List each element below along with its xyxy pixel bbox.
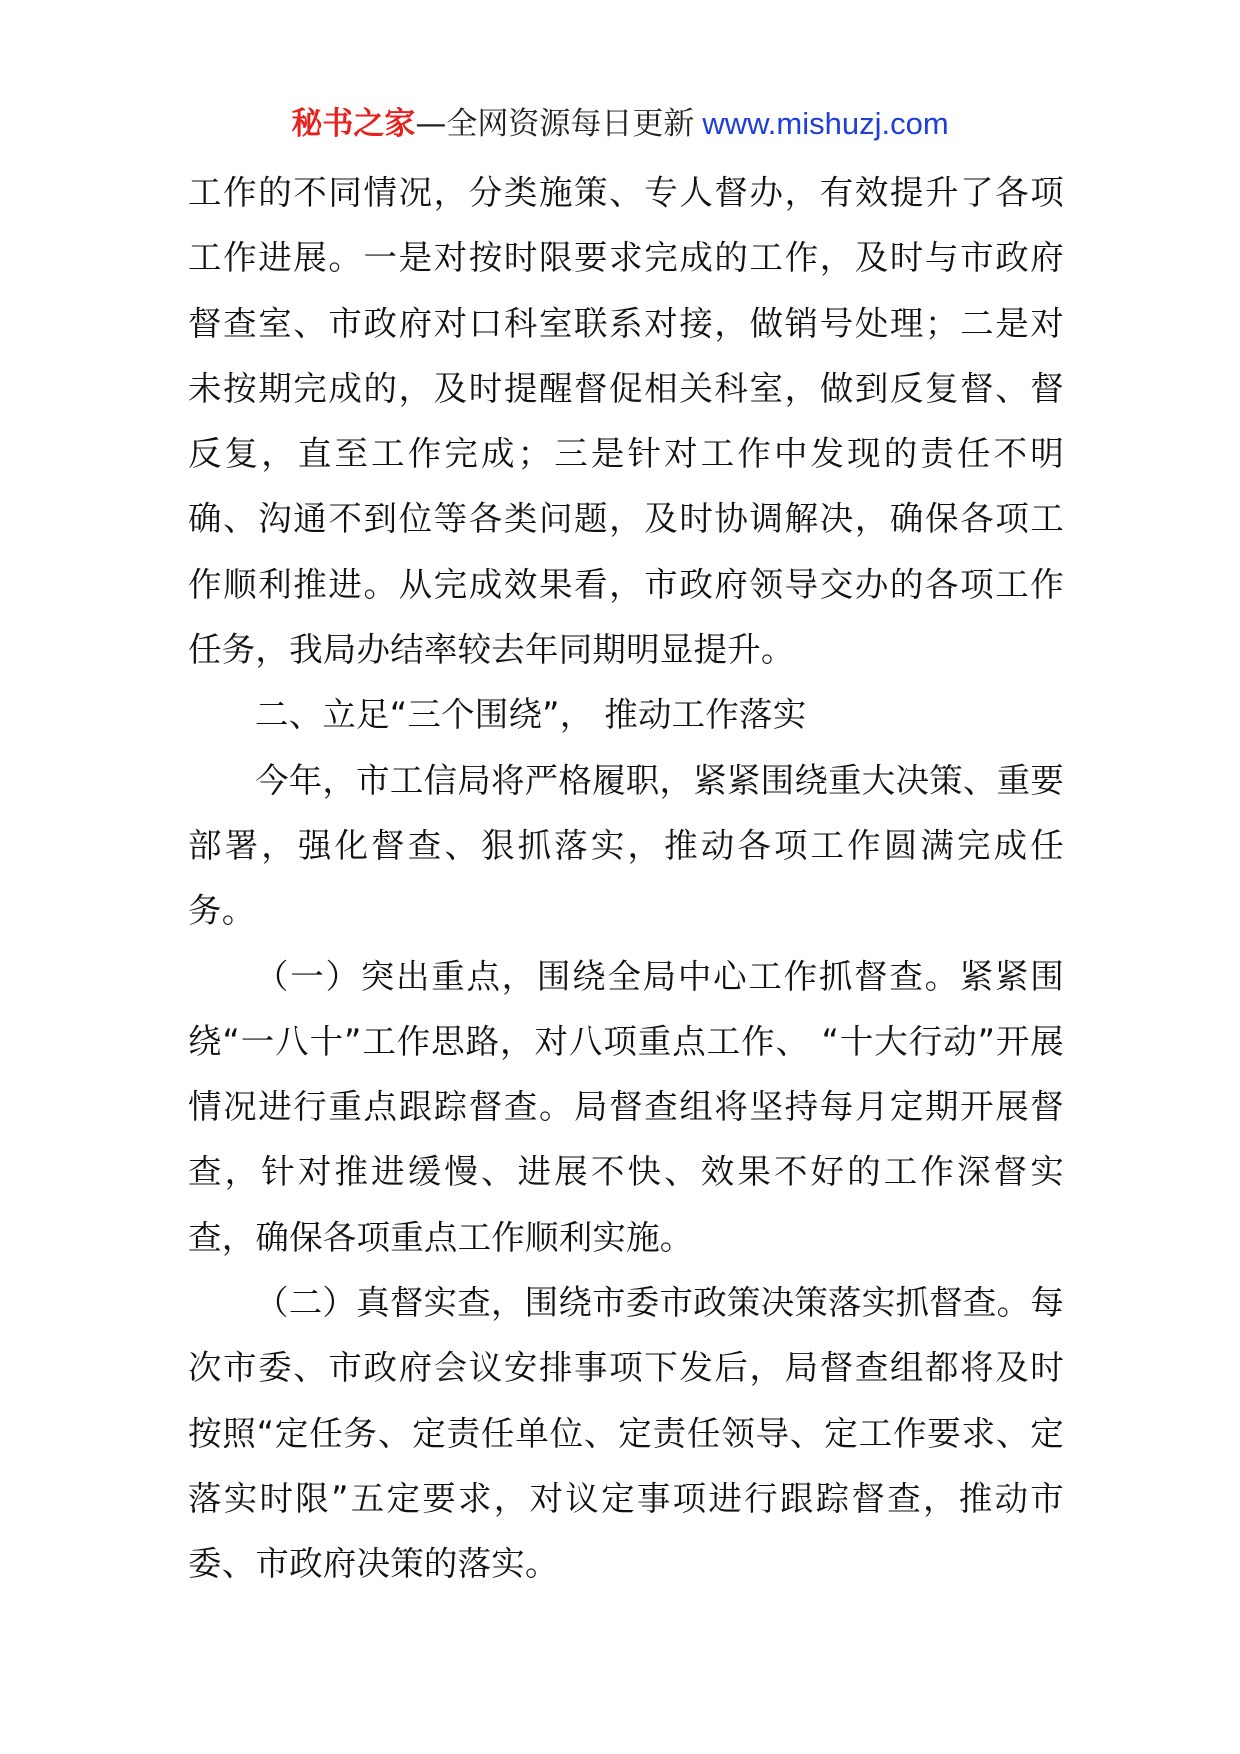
paragraph-intro: 今年，市工信局将严格履职，紧紧围绕重大决策、重要部署，强化督查、狠抓落实，推动各项工作圆满完成任务。 (188, 760, 1064, 931)
brand-name: 秘书之家 (291, 106, 416, 142)
paragraph-continued: 工作的不同情况，分类施策、专人督办，有效提升了各项工作进展。一是对按时限要求完成的工作，及时与市政府督查室、市政府对口科室联系对接，做销号处理；二是对未按期完成的，及时提醒督促相关科室，做到反复督、督反复，直至工作完成；三是针对工作中发现的责任不明确、沟通不到位等各类问题，及时协调解决，确保各项工作顺利推进。从完成效果看，市政府领导交办的各项工作任务，我局办结率较去年同期明显提升。 (188, 173, 1064, 670)
header-tagline: —全网资源每日更新 (415, 106, 695, 142)
document-body (188, 160, 1064, 1597)
page-header (0, 102, 1240, 146)
subsection-one: （一）突出重点，围绕全局中心工作抓督查。紧紧围绕“一八十”工作思路，对八项重点工作、 “十大行动”开展情况进行重点跟踪督查。局督查组将坚持每月定期开展督查，针对推进缓慢、进展不快、效果不好的工作深督实查，确保各项重点工作顺利实施。 (188, 956, 1064, 1257)
site-url-link[interactable]: www.mishuzj.com (702, 106, 949, 141)
section-heading-two: 二、立足“三个围绕”， 推动工作落实 (255, 695, 807, 735)
subsection-two: （二）真督实查，围绕市委市政策决策落实抓督查。每次市委、市政府会议安排事项下发后，局督查组都将及时按照“定任务、定责任单位、定责任领导、定工作要求、定落实时限”五定要求，对议定事项进行跟踪督查，推动市委、市政府决策的落实。 (188, 1283, 1064, 1584)
